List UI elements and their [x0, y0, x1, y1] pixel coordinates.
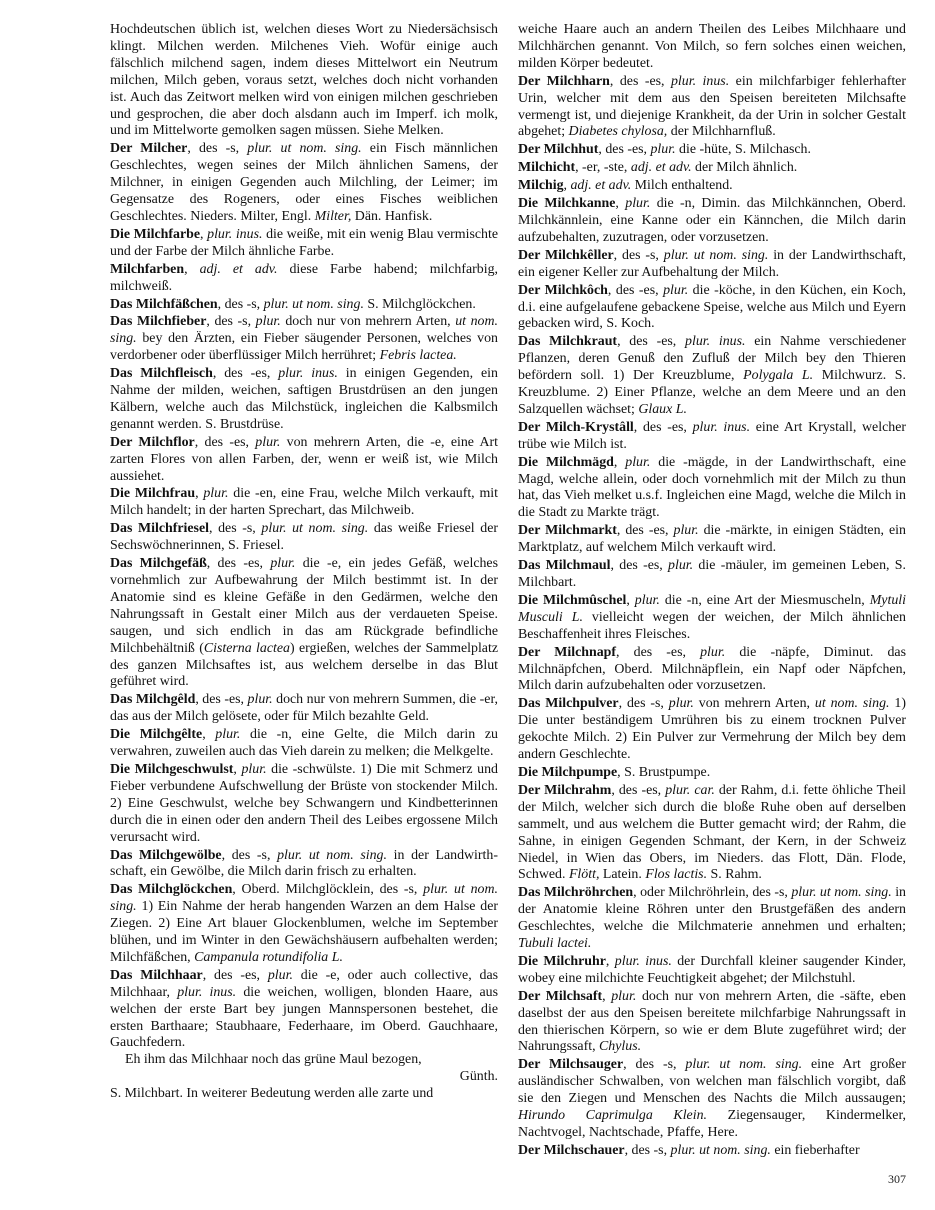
entry-milchfaesschen: Das Milchfäßchen, des -s, plur. ut nom. sing. S. Milchglöckchen.	[110, 296, 476, 312]
entry-milchkraut: Das Milchkraut, des -es, plur. inus. ein Nahme verschiedener Pflanzen, deren Genuß den Zufluß der Milch bey den Thieren befördern soll. 1) Der Kreuzblume, Polygala L. Milchwurz. S. Kreuzblume. 2) Einer Pflanze, welche an dem Meere und an den Salzquellen wächset; Glaux L.	[518, 334, 906, 417]
entry-milchfieber: Das Milchfieber, des -s, plur. doch nur von mehrern Arten, ut nom. sing. bey den Ärzten, ein Fieber säugender Personen, welches von verdorbener oder überflüssiger Milch herrühret; Febris lactea.	[110, 314, 498, 364]
entry-milch-krystall: Der Milch-Krystâll, des -es, plur. inus. eine Art Krystall, welcher trübe wie Milch ist.	[518, 419, 906, 452]
headword: Das Milchgefäß	[110, 556, 207, 572]
headword: Die Milchfrau	[110, 486, 196, 502]
entry-continuation: Hochdeutschen üblich ist, welchen dieses Wort zu Niedersächsisch klingt. Milchen werden. Milchenes Vieh. Wofür einige auch fälschlich milchend sagen, indem dieses Mittelwort ein Neutrum milchen, Milch geben, voraus setzt, welches doch nicht vorhanden ist. Auch das Zeitwort melken wird von einigen milchen geschrieben und gesprochen, die aber doch alsdann auch im Imperf. ich molk, und im Mittelworte gemolken sagen müssen. Siehe Melken.	[110, 22, 498, 139]
entry-milchmuschel: Die Milchmûschel, plur. die -n, eine Art der Miesmuscheln, Mytuli Musculi L. vielleicht wegen der weichen, der Milch ähnlichen Beschaffenheit ihres Fleisches.	[518, 592, 906, 642]
headword: Milchig	[518, 178, 564, 194]
entry-continuation: weiche Haare auch an andern Theilen des Leibes Milchhaare und Milchhärchen genannt. Von Milch, so fern solches einen weichen, milden Körper bedeutet.	[518, 22, 906, 71]
entry-milchkanne: Die Milchkanne, plur. die -n, Dimin. das Milchkännchen, Oberd. Milchkännlein, eine Kanne oder ein Kännchen, die Milch darin aufzubehalten, zuzutragen, oder vorzusetzen.	[518, 196, 906, 245]
headword: Die Milchmägd	[518, 454, 614, 470]
quote-signature: Günth.	[459, 1069, 498, 1085]
headword: Der Milchnapf	[518, 644, 616, 660]
headword: Der Milchsaft	[518, 988, 603, 1004]
headword: Das Milchgewölbe	[110, 847, 222, 863]
entry-milchfriesel: Das Milchfriesel, des -s, plur. ut nom. sing. das weiße Friesel der Sechswöchnerinnen, S. Friesel.	[110, 521, 498, 554]
entry-milchsauger: Der Milchsauger, des -s, plur. ut nom. sing. eine Art großer ausländischer Schwalben, von welchen man fälschlich vorgibt, daß sie den Ziegen und Menschen des Nachts die Milch aussaugen; Hirundo Caprimulga Klein. Ziegensauger, Kindermelker, Nachtvogel, Nachtschade, Pfaffe, Here.	[518, 1057, 907, 1140]
headword: Der Milchflor	[110, 434, 195, 450]
entry-milchkeller: Der Milchkêller, des -s, plur. ut nom. sing. in der Landwirthschaft, ein eigener Keller zur Aufbehaltung der Milch.	[518, 247, 906, 280]
headword: Der Milchmarkt	[518, 523, 617, 539]
headword: Milchicht	[518, 160, 576, 176]
headword: Der Milchkêller	[518, 247, 614, 263]
headword: Der Milchharn	[518, 73, 610, 89]
entry-milchsaft: Der Milchsaft, plur. doch nur von mehrern Arten, die -säfte, eben daselbst der aus den Speisen bereitete milchfarbige Nahrungssaft in den thierischen Körpern, so wie er dem Blute zugeführet wird; der Nahrungssaft, Chylus.	[518, 988, 906, 1055]
headword: Die Milchpumpe	[518, 764, 618, 780]
headword: Die Milchmûschel	[518, 592, 627, 608]
headword: Die Milchfarbe	[110, 226, 201, 242]
entry-milchkoch: Der Milchkôch, des -es, plur. die -köche, in den Küchen, ein Koch, d.i. eine aufgelaufene gebackene Speise, welche aus Milch und Eyern gebacken wird, S. Koch.	[518, 282, 906, 332]
entry-milchgloeckchen: Das Milchglöckchen, Oberd. Milchglöcklein, des -s, plur. ut nom. sing. 1) Ein Nahme der herab hangenden Warzen an dem Halse der Ziegen. 2) Eine Art blauer Glockenblumen, welche im September blühen, und im Winter in den Gewächshäusern aufbehalten werden; Milchfäßchen, Campanula rotundifolia L.	[110, 882, 498, 965]
entry-milchpumpe: Die Milchpumpe, S. Brustpumpe.	[518, 764, 711, 780]
entry-milchgelte: Die Milchgêlte, plur. die -n, eine Gelte, die Milch darin zu verwahren, zuweilen auch das Vieh darein zu melken; die Melkgelte.	[110, 727, 498, 760]
entry-milchpulver: Das Milchpulver, des -s, plur. von mehrern Arten, ut nom. sing. 1) Die unter beständigem Umrühren bis zu einem trocknen Pulver gekochte Milch. 2) Ein Pulver zur Vermehrung der Milch bey dem andern Geschlechte.	[518, 696, 906, 763]
quote-line: Eh ihm das Milchhaar noch das grüne Maul bezogen,	[125, 1052, 422, 1068]
headword: Das Milchfieber	[110, 314, 207, 330]
entry-milchnapf: Der Milchnapf, des -es, plur. die -näpfe, Diminut. das Milchnäpfchen, Oberd. Milchnäpflein, ein Napf oder Näpfchen, Milch darin aufzubehalten oder vorzusetzen.	[518, 644, 906, 694]
headword: Das Milchfleisch	[110, 366, 213, 382]
entry-milchmagd: Die Milchmägd, plur. die -mägde, in der Landwirthschaft, eine Magd, welche allein, oder doch vornehmlich mit der Milch zu thun hat, das Vieh melket u.s.f. Ingleichen eine Magd, welche die Milch in die Stadt zu Markte trägt.	[518, 454, 907, 521]
headword: Der Milchrahm	[518, 782, 612, 798]
headword: Die Milchgeschwulst	[110, 761, 234, 777]
entry-milchmarkt: Der Milchmarkt, des -es, plur. die -märkte, in einigen Städten, ein Marktplatz, auf welchem Milch verkauft wird.	[518, 523, 906, 556]
entry-milchfarbe: Die Milchfarbe, plur. inus. die weiße, mit ein wenig Blau vermischte und der Farbe der Milch ähnliche Farbe.	[110, 226, 498, 259]
headword: Milchfarben	[110, 261, 185, 277]
entry-milchhaar: Das Milchhaar, des -es, plur. die -e, oder auch collective, das Milchhaar, plur. inus. die weichen, wolligen, blonden Haare, aus welchen der erste Bart bey jungen Mannspersonen bestehet, die ersten Barthaare; Staubhaare, Federhaare, im Oberd. Gauchhaare, Gauchfedern.	[110, 967, 499, 1051]
headword: Das Milchglöckchen	[110, 882, 233, 898]
entry-milchgeschwulst: Die Milchgeschwulst, plur. die -schwülste. 1) Die mit Schmerz und Fieber verbundene Aufschwellung der Brüste von stockender Milch. 2) Eine Geschwulst, welche bey Schwangern und Kindbetterinnen durch die in einen oder den andern Theil des Leibes ergossene Milch verursacht wird.	[110, 761, 498, 845]
headword: Der Milch-Krystâll	[518, 419, 634, 435]
headword: Das Milchkraut	[518, 334, 618, 350]
left-column	[110, 22, 498, 1103]
entry-milchrahm: Der Milchrahm, des -es, plur. car. der Rahm, d.i. fette öhliche Theil der Milch, welcher sich durch die bloße Ruhe oben auf derselben sammelt, und aus welchem die Butter gemacht wird; der Rahm, die Sahne, in einigen Gegenden Schmant, der Kern, in der Schweiz Niedel, in Wien das Obers, im Nieders. das Flott, Dän. Flode, Schwed. Flött, Latein. Flos lactis. S. Rahm.	[518, 782, 906, 883]
headword: Das Milchfäßchen	[110, 296, 218, 312]
entry-milchfleisch: Das Milchfleisch, des -es, plur. inus. in einigen Gegenden, ein Nahme der milden, weichen, saftigen Brustdrüsen an den jungen Kälbern, welche auch das Milchstück, ingleichen die Kalbsmilch genannt werden. S. Brustdrüse.	[110, 366, 498, 432]
entry-milchmaul: Das Milchmaul, des -es, plur. die -mäuler, im gemeinen Leben, S. Milchbart.	[518, 558, 907, 590]
headword: Das Milchhaar	[110, 967, 203, 983]
headword: Das Milchpulver	[518, 696, 619, 712]
entry-milchig: Milchig, adj. et adv. Milch enthaltend.	[518, 178, 733, 194]
entry-milchfarben: Milchfarben, adj. et adv. diese Farbe habend; milchfarbig, milchweiß.	[110, 261, 498, 294]
page-number: 307	[888, 1172, 906, 1186]
entry-milchfrau: Die Milchfrau, plur. die -en, eine Frau, welche Milch verkauft, mit Milch handelt; in der harten Sprechart, das Milchweib.	[110, 486, 498, 519]
headword: Der Milcher	[110, 141, 188, 157]
headword: Die Milchruhr	[518, 953, 606, 969]
entry-milchschauer: Der Milchschauer, des -s, plur. ut nom. sing. ein fieberhafter	[518, 1142, 860, 1158]
entry-milcher: Der Milcher, des -s, plur. ut nom. sing. ein Fisch männlichen Geschlechtes, wegen seines der Milch ähnlichen Samens, der Milchner, in einigen Gegenden auch Milchling, der Leimer; im Gegensatze des Rogeners, oder eines Fisches weiblichen Geschlechtes. Nieders. Milter, Engl. Milter, Dän. Hanfisk.	[110, 141, 498, 224]
headword: Der Milchschauer	[518, 1142, 625, 1158]
headword: Der Milchhut	[518, 142, 599, 158]
headword: Der Milchkôch	[518, 282, 608, 298]
entry-milchicht: Milchicht, -er, -ste, adj. et adv. der Milch ähnlich.	[518, 160, 798, 176]
headword: Die Milchgêlte	[110, 727, 203, 743]
entry-milchruhr: Die Milchruhr, plur. inus. der Durchfall kleiner saugender Kinder, wobey eine milchichte Feuchtigkeit abgehet; der Milchstuhl.	[518, 953, 906, 986]
entry-milchgefaess: Das Milchgefäß, des -es, plur. die -e, ein jedes Gefäß, welches vornehmlich zur Aufbewahrung der Milch bestimmt ist. In der Anatomie sind es kleine Gefäße in den Gedärmen, welche den Nahrungssaft in Gestalt einer Milch aus der verdaueten Speise. saugen, und sich endlich in das am Rückgrade befindliche Milchbehältniß (Cisterna lactea) ergießen, welches der Sammelplatz des ganzen Milchsaftes ist, aus welchem derselbe in das Blut geführet wird.	[110, 556, 499, 690]
entry-milchgewoelbe: Das Milchgewölbe, des -s, plur. ut nom. sing. in der Landwirthschaft, ein Gewölbe, die Milch darin frisch zu erhalten.	[110, 847, 498, 880]
headword: Das Milchmaul	[518, 558, 611, 574]
right-column	[518, 22, 906, 1160]
headword: Das Milchgêld	[110, 692, 196, 708]
headword: Der Milchsauger	[518, 1057, 624, 1073]
entry-milchgeld: Das Milchgêld, des -es, plur. doch nur von mehrern Summen, die -er, das aus der Milch gelösete, oder für Milch bezahlte Geld.	[110, 692, 498, 725]
entry-milchroehrchen: Das Milchröhrchen, oder Milchröhrlein, des -s, plur. ut nom. sing. in der Anatomie kleine Röhren unter den Brustgefäßen des andern Geschlechtes, welche die Milchmaterie annehmen und erhalten; Tubuli lactei.	[518, 885, 907, 952]
headword: Das Milchfriesel	[110, 521, 209, 537]
headword: Die Milchkanne	[518, 196, 616, 212]
entry-continues: S. Milchbart. In weiterer Bedeutung werden alle zarte und	[110, 1086, 434, 1102]
entry-milchharn: Der Milchharn, des -es, plur. inus. ein milchfarbiger fehlerhafter Urin, welcher mit dem aus den Speisen bereiteten Milchsafte vermengt ist, und diejenige Krankheit, da der Urin in solcher Gestalt abgehet; Diabetes chylosa, der Milchharnfluß.	[518, 73, 906, 140]
headword: Das Milchröhrchen	[518, 885, 634, 901]
entry-milchflor: Der Milchflor, des -es, plur. von mehrern Arten, die -e, eine Art zarten Flores von allen Farben, der, wenn er weiß ist, wie Milch aussiehet.	[110, 434, 499, 484]
entry-milchhut: Der Milchhut, des -es, plur. die -hüte, S. Milchasch.	[518, 142, 811, 158]
